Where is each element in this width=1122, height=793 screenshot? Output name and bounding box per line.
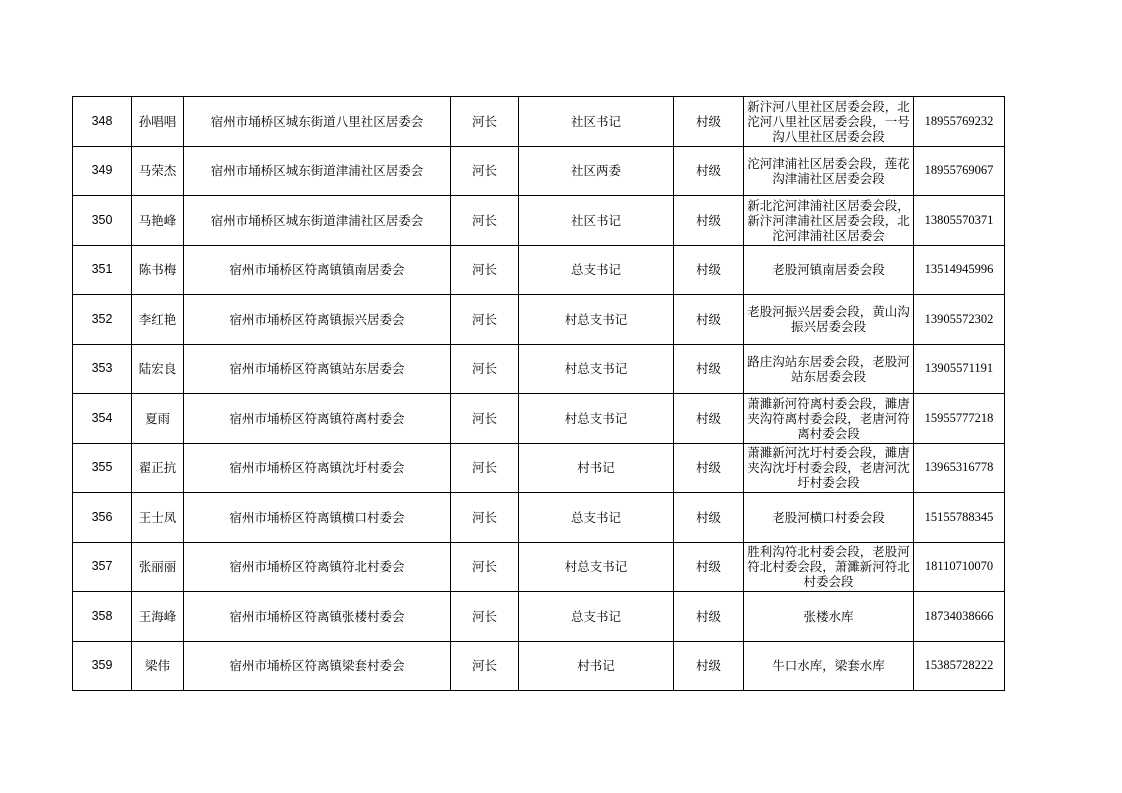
organization-cell: 宿州市埇桥区符离镇站东居委会 <box>184 344 451 394</box>
row-number-cell: 356 <box>73 493 132 543</box>
row-number-cell: 352 <box>73 295 132 345</box>
person-name-cell: 马艳峰 <box>132 196 184 246</box>
river-segments-cell: 萧濉新河符离村委会段，濉唐夹沟符离村委会段，老唐河符离村委会段 <box>744 394 914 444</box>
person-name-cell: 张丽丽 <box>132 542 184 592</box>
organization-cell: 宿州市埇桥区符离镇符离村委会 <box>184 394 451 444</box>
person-name-cell: 马荣杰 <box>132 146 184 196</box>
level-cell: 村级 <box>674 295 744 345</box>
role-cell: 河长 <box>451 344 519 394</box>
phone-number-cell: 13965316778 <box>914 443 1005 493</box>
person-name-cell: 陈书梅 <box>132 245 184 295</box>
organization-cell: 宿州市埇桥区符离镇镇南居委会 <box>184 245 451 295</box>
row-number-cell: 355 <box>73 443 132 493</box>
person-name-cell: 王士凤 <box>132 493 184 543</box>
organization-cell: 宿州市埇桥区城东街道津浦社区居委会 <box>184 146 451 196</box>
person-name-cell: 王海峰 <box>132 592 184 642</box>
person-name-cell: 孙唱唱 <box>132 97 184 147</box>
river-segments-cell: 老股河振兴居委会段，黄山沟振兴居委会段 <box>744 295 914 345</box>
table-row <box>73 196 1005 246</box>
role-cell: 河长 <box>451 146 519 196</box>
organization-cell: 宿州市埇桥区符离镇符北村委会 <box>184 542 451 592</box>
role-cell: 河长 <box>451 592 519 642</box>
organization-cell: 宿州市埇桥区符离镇张楼村委会 <box>184 592 451 642</box>
river-segments-cell: 新北沱河津浦社区居委会段，新汴河津浦社区居委会段，北沱河津浦社区居委会 <box>744 196 914 246</box>
phone-number-cell: 15155788345 <box>914 493 1005 543</box>
table-row <box>73 542 1005 592</box>
organization-cell: 宿州市埇桥区符离镇沈圩村委会 <box>184 443 451 493</box>
position-cell: 总支书记 <box>519 493 674 543</box>
person-name-cell: 李红艳 <box>132 295 184 345</box>
organization-cell: 宿州市埇桥区符离镇横口村委会 <box>184 493 451 543</box>
row-number-cell: 358 <box>73 592 132 642</box>
phone-number-cell: 15385728222 <box>914 641 1005 691</box>
role-cell: 河长 <box>451 196 519 246</box>
level-cell: 村级 <box>674 245 744 295</box>
river-segments-cell: 新汴河八里社区居委会段，北沱河八里社区居委会段，一号沟八里社区居委会段 <box>744 97 914 147</box>
phone-number-cell: 18734038666 <box>914 592 1005 642</box>
phone-number-cell: 18955769232 <box>914 97 1005 147</box>
role-cell: 河长 <box>451 493 519 543</box>
row-number-cell: 354 <box>73 394 132 444</box>
table-row <box>73 592 1005 642</box>
position-cell: 村书记 <box>519 641 674 691</box>
position-cell: 村总支书记 <box>519 344 674 394</box>
river-segments-cell: 胜利沟符北村委会段，老股河符北村委会段，萧濉新河符北村委会段 <box>744 542 914 592</box>
table-row <box>73 97 1005 147</box>
organization-cell: 宿州市埇桥区符离镇梁套村委会 <box>184 641 451 691</box>
level-cell: 村级 <box>674 344 744 394</box>
role-cell: 河长 <box>451 394 519 444</box>
organization-cell: 宿州市埇桥区符离镇振兴居委会 <box>184 295 451 345</box>
table-row <box>73 443 1005 493</box>
river-segments-cell: 老股河镇南居委会段 <box>744 245 914 295</box>
table-row <box>73 493 1005 543</box>
level-cell: 村级 <box>674 493 744 543</box>
river-segments-cell: 萧濉新河沈圩村委会段，濉唐夹沟沈圩村委会段，老唐河沈圩村委会段 <box>744 443 914 493</box>
role-cell: 河长 <box>451 542 519 592</box>
row-number-cell: 359 <box>73 641 132 691</box>
position-cell: 总支书记 <box>519 592 674 642</box>
table-body <box>73 97 1005 691</box>
phone-number-cell: 15955777218 <box>914 394 1005 444</box>
role-cell: 河长 <box>451 641 519 691</box>
level-cell: 村级 <box>674 196 744 246</box>
table-row <box>73 146 1005 196</box>
row-number-cell: 348 <box>73 97 132 147</box>
level-cell: 村级 <box>674 97 744 147</box>
level-cell: 村级 <box>674 394 744 444</box>
position-cell: 社区书记 <box>519 196 674 246</box>
phone-number-cell: 13905571191 <box>914 344 1005 394</box>
river-segments-cell: 路庄沟站东居委会段，老股河站东居委会段 <box>744 344 914 394</box>
position-cell: 村总支书记 <box>519 542 674 592</box>
role-cell: 河长 <box>451 97 519 147</box>
position-cell: 社区两委 <box>519 146 674 196</box>
level-cell: 村级 <box>674 146 744 196</box>
phone-number-cell: 13514945996 <box>914 245 1005 295</box>
position-cell: 村总支书记 <box>519 394 674 444</box>
row-number-cell: 349 <box>73 146 132 196</box>
role-cell: 河长 <box>451 295 519 345</box>
table-row <box>73 394 1005 444</box>
table-row <box>73 245 1005 295</box>
phone-number-cell: 18955769067 <box>914 146 1005 196</box>
level-cell: 村级 <box>674 592 744 642</box>
river-segments-cell: 沱河津浦社区居委会段，莲花沟津浦社区居委会段 <box>744 146 914 196</box>
organization-cell: 宿州市埇桥区城东街道八里社区居委会 <box>184 97 451 147</box>
person-name-cell: 夏雨 <box>132 394 184 444</box>
level-cell: 村级 <box>674 542 744 592</box>
river-chief-table <box>72 96 1005 691</box>
row-number-cell: 353 <box>73 344 132 394</box>
person-name-cell: 梁伟 <box>132 641 184 691</box>
person-name-cell: 陆宏良 <box>132 344 184 394</box>
position-cell: 村总支书记 <box>519 295 674 345</box>
position-cell: 村书记 <box>519 443 674 493</box>
row-number-cell: 350 <box>73 196 132 246</box>
level-cell: 村级 <box>674 443 744 493</box>
organization-cell: 宿州市埇桥区城东街道津浦社区居委会 <box>184 196 451 246</box>
river-segments-cell: 张楼水库 <box>744 592 914 642</box>
table-row <box>73 295 1005 345</box>
river-segments-cell: 牛口水库，梁套水库 <box>744 641 914 691</box>
phone-number-cell: 13805570371 <box>914 196 1005 246</box>
table-row <box>73 641 1005 691</box>
position-cell: 社区书记 <box>519 97 674 147</box>
table-row <box>73 344 1005 394</box>
role-cell: 河长 <box>451 443 519 493</box>
role-cell: 河长 <box>451 245 519 295</box>
river-segments-cell: 老股河横口村委会段 <box>744 493 914 543</box>
person-name-cell: 翟正抗 <box>132 443 184 493</box>
row-number-cell: 351 <box>73 245 132 295</box>
phone-number-cell: 13905572302 <box>914 295 1005 345</box>
position-cell: 总支书记 <box>519 245 674 295</box>
level-cell: 村级 <box>674 641 744 691</box>
phone-number-cell: 18110710070 <box>914 542 1005 592</box>
row-number-cell: 357 <box>73 542 132 592</box>
